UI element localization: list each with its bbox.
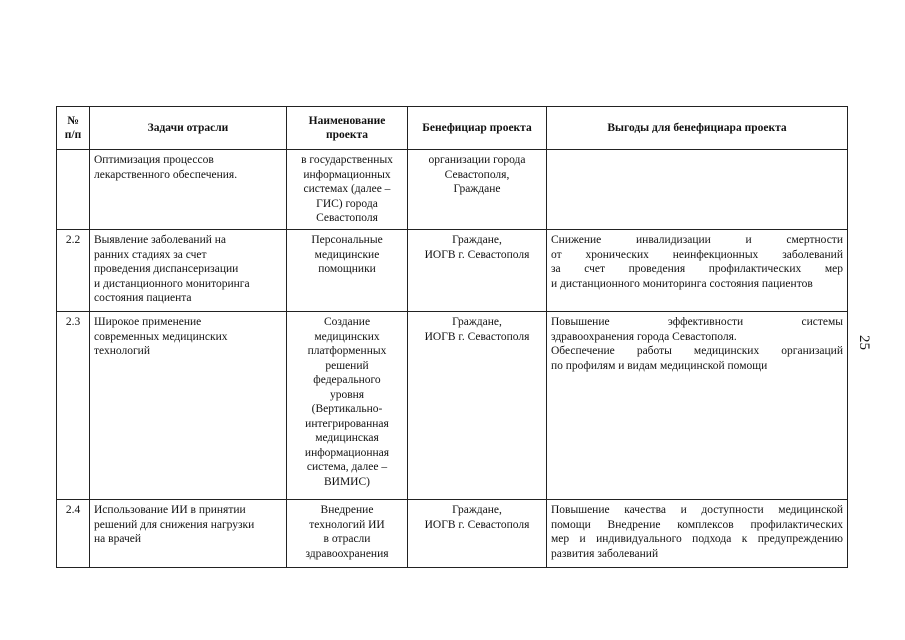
page-number: 25 — [856, 335, 872, 350]
benefit-line: за счет проведения профилактических мер — [551, 263, 843, 275]
row-project-name: Персональные медицинские помощники — [287, 230, 408, 312]
benefit-line: помощи Внедрение комплексов профилактических — [551, 518, 843, 531]
row-number — [57, 150, 90, 230]
benefit-line: Повышение эффективности системы — [551, 316, 843, 328]
row-task: Оптимизация процессов лекарственного обеспечения. — [90, 150, 287, 230]
row-number: 2.4 — [57, 500, 90, 568]
row-beneficiary: Граждане, ИОГВ г. Севастополя — [408, 312, 547, 500]
row-benefits — [547, 230, 848, 312]
header-project-name: Наименование проекта — [287, 107, 408, 150]
row-beneficiary: Граждане, ИОГВ г. Севастополя — [408, 500, 547, 568]
benefit-line: и дистанционного мониторинга состояния пациентов — [551, 277, 813, 290]
row-project-name: Внедрение технологий ИИ в отрасли здравоохранения — [287, 500, 408, 568]
benefit-line: развития заболеваний — [551, 547, 659, 560]
table-row — [57, 150, 848, 230]
benefit-line: здравоохранения города Севастополя. — [551, 330, 737, 343]
data-table — [56, 106, 848, 568]
table-header-row — [57, 107, 848, 150]
row-number: 2.2 — [57, 230, 90, 312]
row-number: 2.3 — [57, 312, 90, 500]
table-row — [57, 312, 848, 500]
benefit-line: Обеспечение работы медицинских организаций — [551, 345, 843, 357]
header-benefits: Выгоды для бенефициара проекта — [547, 107, 848, 150]
benefit-line: Повышение качества и доступности медицинской — [551, 504, 843, 516]
benefit-line: мер и индивидуального подхода к предупреждению — [551, 533, 843, 545]
benefit-line: по профилям и видам медицинской помощи — [551, 359, 768, 372]
benefit-line: от хронических неинфекционных заболеваний — [551, 248, 843, 261]
table-row — [57, 500, 848, 568]
row-task: Широкое применение современных медицинских технологий — [90, 312, 287, 500]
row-task: Выявление заболеваний на ранних стадиях за счет проведения диспансеризации и дистанционного мониторинга состояния пациента — [90, 230, 287, 312]
header-beneficiary: Бенефициар проекта — [408, 107, 547, 150]
row-task: Использование ИИ в принятии решений для снижения нагрузки на врачей — [90, 500, 287, 568]
row-benefits — [547, 500, 848, 568]
row-benefits — [547, 312, 848, 500]
row-beneficiary: организации города Севастополя, Граждане — [408, 150, 547, 230]
row-benefits — [547, 150, 848, 230]
benefit-line: Снижение инвалидизации и смертности — [551, 234, 843, 246]
table-row — [57, 230, 848, 312]
row-project-name: Создание медицинских платформенных решений федерального уровня (Вертикально- интегрированная медицинская информационная система, далее – ВИМИС) — [287, 312, 408, 500]
row-project-name: в государственных информационных системах (далее – ГИС) города Севастополя — [287, 150, 408, 230]
header-tasks: Задачи отрасли — [90, 107, 287, 150]
header-number: № п/п — [57, 107, 90, 150]
row-beneficiary: Граждане, ИОГВ г. Севастополя — [408, 230, 547, 312]
